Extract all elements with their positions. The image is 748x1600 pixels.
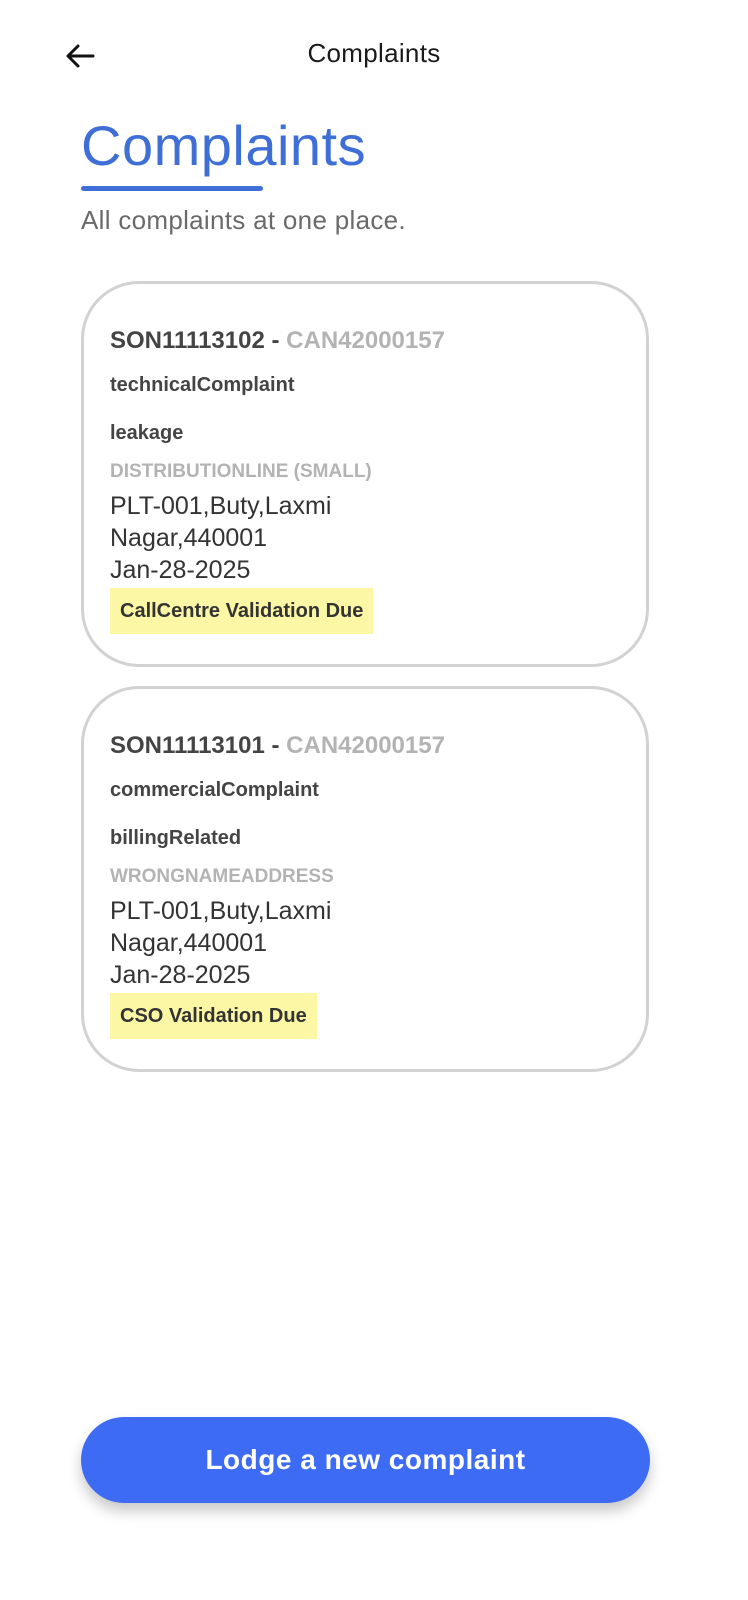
complaint-card[interactable] — [81, 281, 649, 667]
complaint-card[interactable] — [81, 686, 649, 1072]
complaint-type: technicalComplaint — [110, 374, 295, 396]
son-number: SON11113101 — [110, 732, 265, 759]
complaint-date: Jan-28-2025 — [110, 961, 251, 989]
complaint-ids — [110, 729, 626, 763]
complaint-category: WRONGNAMEADDRESS — [110, 866, 334, 887]
id-separator: - — [264, 327, 287, 354]
top-app-bar — [0, 0, 748, 110]
complaint-address: PLT-001,Buty,Laxmi Nagar,440001 — [110, 897, 332, 957]
complaint-subtype: billingRelated — [110, 827, 242, 849]
status-badge: CSO Validation Due — [110, 993, 317, 1039]
son-number: SON11113102 — [110, 327, 265, 354]
complaint-subtype: leakage — [110, 422, 184, 444]
complaint-date: Jan-28-2025 — [110, 556, 251, 584]
page-subtitle: All complaints at one place. — [81, 205, 406, 235]
app-bar-title: Complaints — [307, 38, 441, 68]
complaint-ids — [110, 324, 626, 358]
title-underline — [81, 186, 263, 191]
lodge-complaint-button[interactable]: Lodge a new complaint — [81, 1417, 650, 1503]
status-badge: CallCentre Validation Due — [110, 588, 373, 634]
can-number: CAN42000157 — [286, 327, 445, 354]
complaint-category: DISTRIBUTIONLINE (SMALL) — [110, 461, 372, 482]
page-title: Complaints — [81, 114, 367, 177]
can-number: CAN42000157 — [286, 732, 445, 759]
id-separator: - — [264, 732, 287, 759]
complaint-address: PLT-001,Buty,Laxmi Nagar,440001 — [110, 492, 332, 552]
complaint-type: commercialComplaint — [110, 779, 319, 801]
